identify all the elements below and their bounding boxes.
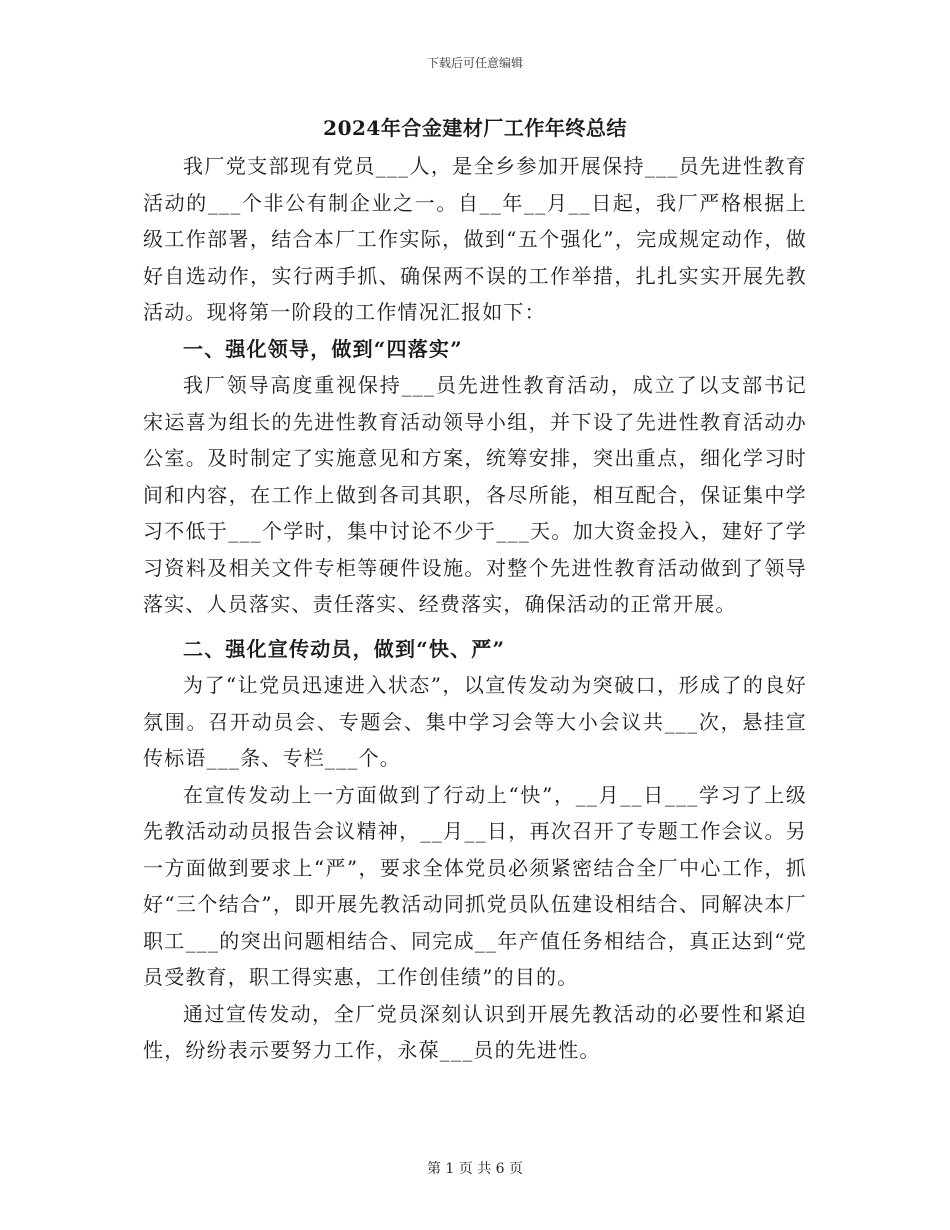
document-title: 2024年合金建材厂工作年终总结 — [323, 116, 627, 140]
paragraph-publicity: 为了“让党员迅速进入状态”，以宣传发动为突破口，形成了的良好氛围。召开动员会、专题会、集中学习会等大小会议共___次，悬挂宣传标语___条、专栏___个。 — [143, 673, 807, 770]
paragraph-leadership: 我厂领导高度重视保持___员先进性教育活动，成立了以支部书记宋运喜为组长的先进性教育活动领导小组，并下设了先进性教育活动办公室。及时制定了实施意见和方案，统筹安排，突出重点，细化学习时间和内容，在工作上做到各司其职，各尽所能，相互配合，保证集中学习不低于___个学时，集中讨论不少于___天。加大资金投入，建好了学习资料及相关文件专柜等硬件设施。对整个先进性教育活动做到了领导落实、人员落实、责任落实、经费落实，确保活动的正常开展。 — [143, 373, 807, 616]
page-footer: 第 1 页 共 6 页 — [426, 1161, 524, 1177]
paragraph-mobilization: 在宣传发动上一方面做到了行动上“快”，__月__日___学习了上级先教活动动员报告会议精神，__月__日，再次召开了专题工作会议。另一方面做到要求上“严”，要求全体党员必须紧密结合全厂中心工作，抓好“三个结合”，即开展先教活动同抓党员队伍建设相结合、同解决本厂职工___的突出问题相结合、同完成__年产值任务相结合，真正达到“党员受教育，职工得实惠，工作创佳绩”的目的。 — [143, 782, 807, 989]
paragraph-conclusion: 通过宣传发动，全厂党员深刻认识到开展先教活动的必要性和紧迫性，纷纷表示要努力工作，永葆___员的先进性。 — [143, 1001, 807, 1062]
section-heading-1: 一、强化领导，做到“四落实” — [183, 336, 463, 361]
paragraph-intro: 我厂党支部现有党员___人，是全乡参加开展保持___员先进性教育活动的___个非公有制企业之一。自__年__月__日起，我厂严格根据上级工作部署，结合本厂工作实际，做到“五个强化”，完成规定动作，做好自选动作，实行两手抓、确保两不误的工作举措，扎扎实实开展先教活动。现将第一阶段的工作情况汇报如下： — [143, 154, 807, 324]
document-body — [143, 114, 807, 1069]
section-heading-2: 二、强化宣传动员，做到“快、严” — [183, 636, 506, 661]
page-header: 下载后可任意编辑 — [426, 56, 523, 70]
